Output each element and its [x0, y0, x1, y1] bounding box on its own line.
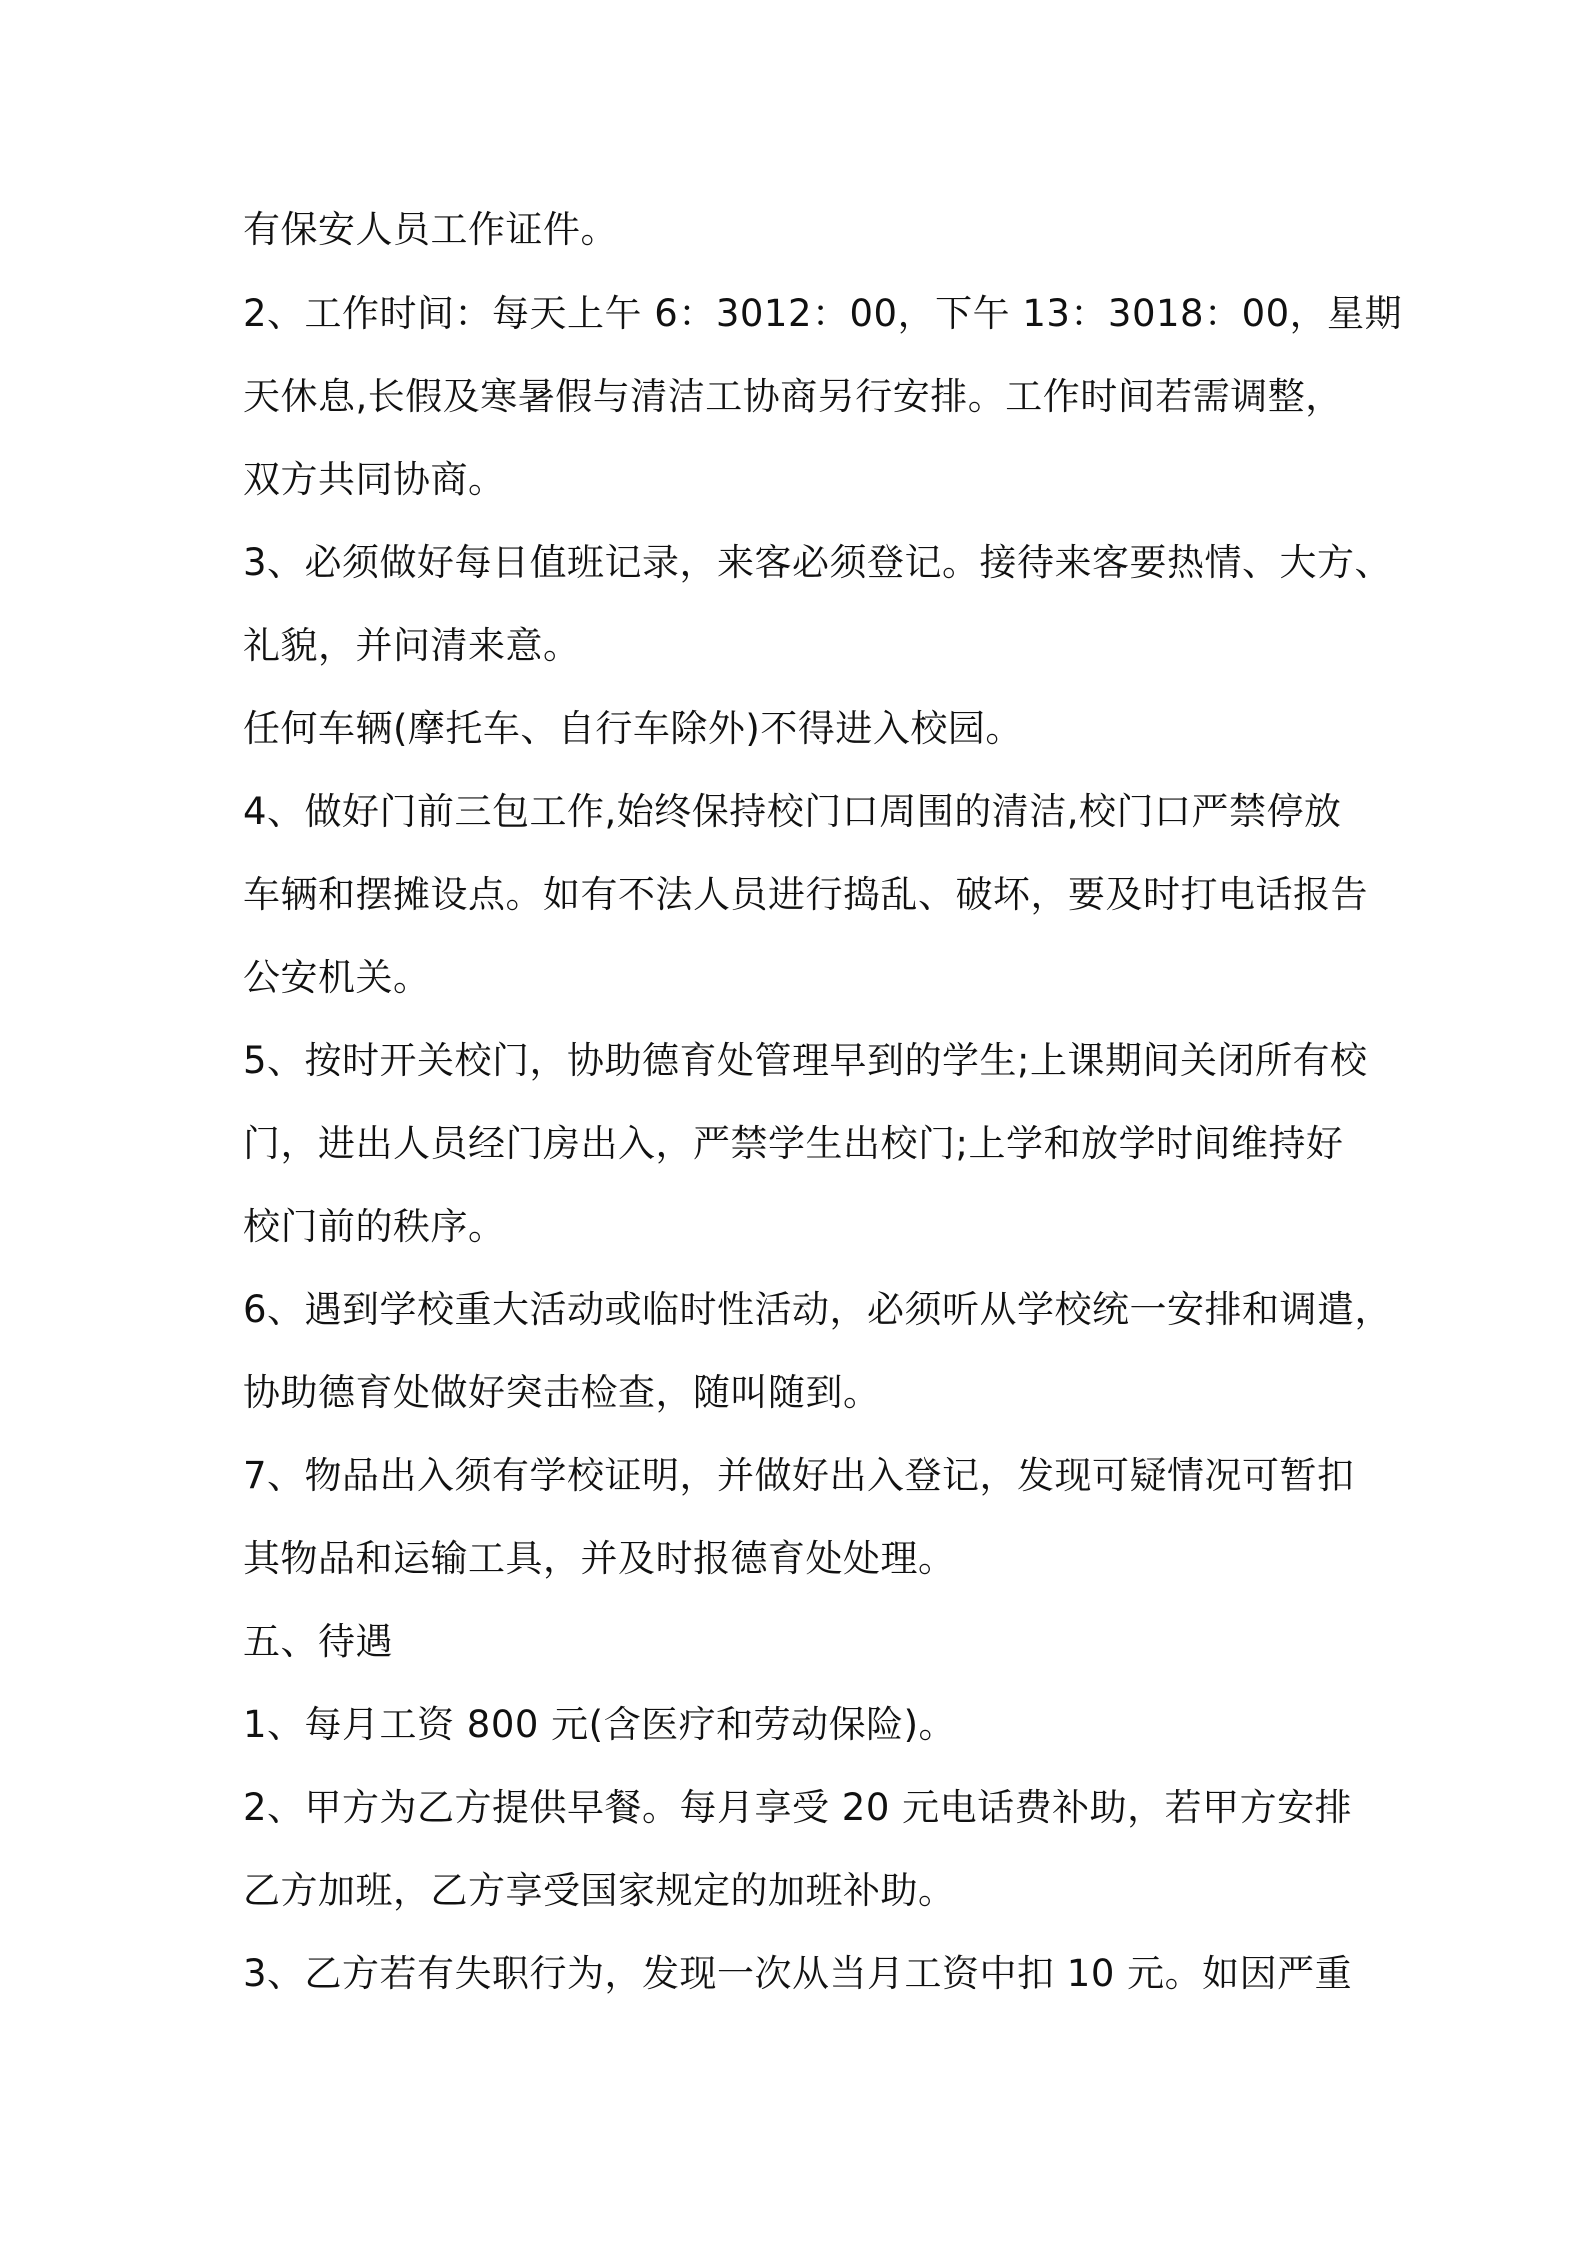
text-line: 2、工作时间：每天上午 6：3012：00，下午 13：3018：00，星期	[243, 292, 1403, 335]
text-line: 天休息,长假及寒暑假与清洁工协商另行安排。工作时间若需调整，	[243, 375, 1343, 418]
text-line: 3、必须做好每日值班记录，来客必须登记。接待来客要热情、大方、	[243, 541, 1393, 584]
text-line: 协助德育处做好突击检查，随叫随到。	[243, 1371, 881, 1414]
text-line: 1、每月工资 800 元(含医疗和劳动保险)。	[243, 1703, 957, 1746]
text-line: 任何车辆(摩托车、自行车除外)不得进入校园。	[243, 707, 1023, 750]
text-line: 3、乙方若有失职行为，发现一次从当月工资中扣 10 元。如因严重	[243, 1952, 1353, 1995]
text-line: 有保安人员工作证件。	[243, 208, 618, 251]
text-line: 乙方加班，乙方享受国家规定的加班补助。	[243, 1869, 956, 1912]
text-line: 门，进出人员经门房出入，严禁学生出校门;上学和放学时间维持好	[243, 1122, 1344, 1165]
text-line: 公安机关。	[243, 956, 431, 999]
text-line: 7、物品出入须有学校证明，并做好出入登记，发现可疑情况可暂扣	[243, 1454, 1355, 1497]
text-line: 2、甲方为乙方提供早餐。每月享受 20 元电话费补助，若甲方安排	[243, 1786, 1353, 1829]
text-line: 5、按时开关校门，协助德育处管理早到的学生;上课期间关闭所有校	[243, 1039, 1368, 1082]
section-heading: 五、待遇	[243, 1620, 393, 1663]
text-line: 6、遇到学校重大活动或临时性活动，必须听从学校统一安排和调遣，	[243, 1288, 1393, 1331]
text-line: 车辆和摆摊设点。如有不法人员进行捣乱、破坏，要及时打电话报告	[243, 873, 1368, 916]
text-line: 双方共同协商。	[243, 458, 506, 501]
text-line: 校门前的秩序。	[243, 1205, 506, 1248]
text-line: 4、做好门前三包工作,始终保持校门口周围的清洁,校门口严禁停放	[243, 790, 1342, 833]
text-line: 礼貌，并问清来意。	[243, 624, 581, 667]
text-line: 其物品和运输工具，并及时报德育处处理。	[243, 1537, 956, 1580]
